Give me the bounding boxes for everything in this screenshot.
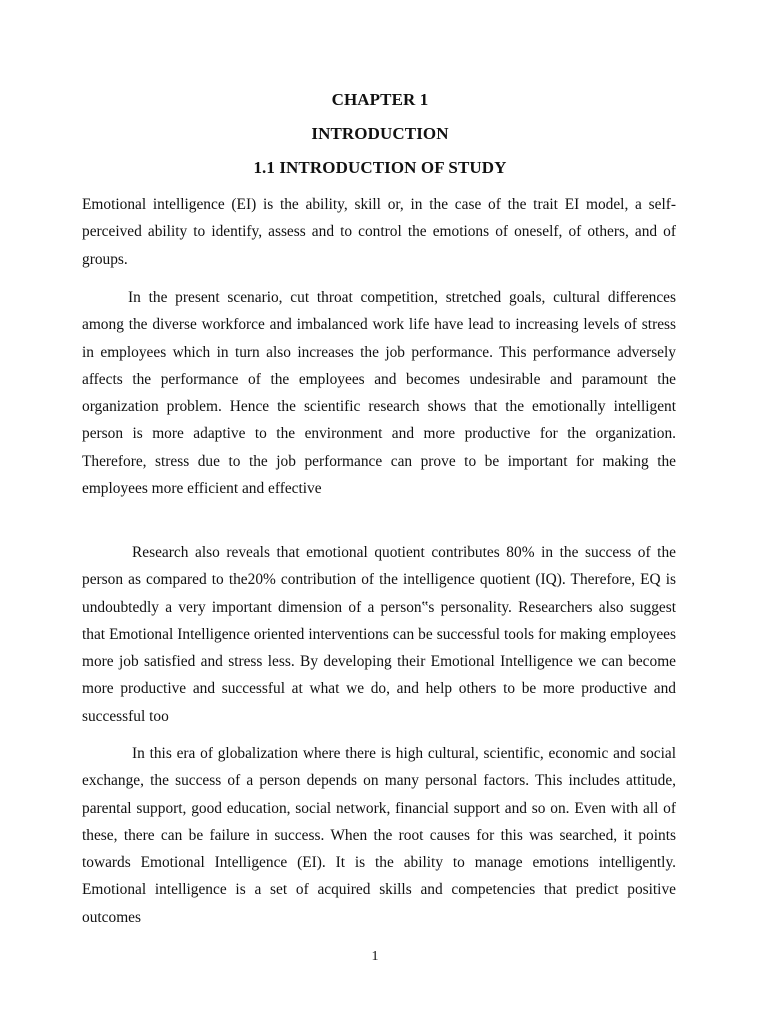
paragraph-4: In this era of globalization where there is high cultural, scientific, economic and social exchange, the success of a person depends on many personal factors. This includes attitude, parental support, good education, social network, financial support and so on. Even with all of these, there can be failure in success. When the root causes for this was searched, it points towards Emotional Intelligence (EI). It is the ability to manage emotions intelligently. Emotional intelligence is a set of acquired skills and competencies that predict positive outcomes — [82, 745, 676, 926]
page-number: 1 — [371, 949, 379, 964]
chapter-title: INTRODUCTION — [311, 124, 449, 143]
section-heading: 1.1 INTRODUCTION OF STUDY — [253, 158, 507, 177]
paragraph-1: Emotional intelligence (EI) is the ability, skill or, in the case of the trait EI model, a self-perceived ability to identify, assess and to control the emotions of oneself, of others, and of groups. — [82, 196, 676, 268]
paragraph-3: Research also reveals that emotional quotient contributes 80% in the success of the person as compared to the20% contribution of the intelligence quotient (IQ). Therefore, EQ is undoubtedly a very important dimension of a person‟s personality. Researchers also suggest that Emotional Intelligence oriented interventions can be successful tools for making employees more job satisfied and stress less. By developing their Emotional Intelligence we can become more productive and successful at what we do, and help others to be more productive and successful too — [82, 544, 676, 725]
chapter-heading: CHAPTER 1 — [331, 90, 429, 109]
paragraph-2: In the present scenario, cut throat competition, stretched goals, cultural differences among the diverse workforce and imbalanced work life have lead to increasing levels of stress in employees which in turn also increases the job performance. This performance adversely affects the performance of the employees and becomes undesirable and paramount the organization problem. Hence the scientific research shows that the emotionally intelligent person is more adaptive to the environment and more productive for the organization. Therefore, stress due to the job performance can prove to be important for making the employees more efficient and effective — [82, 289, 676, 498]
